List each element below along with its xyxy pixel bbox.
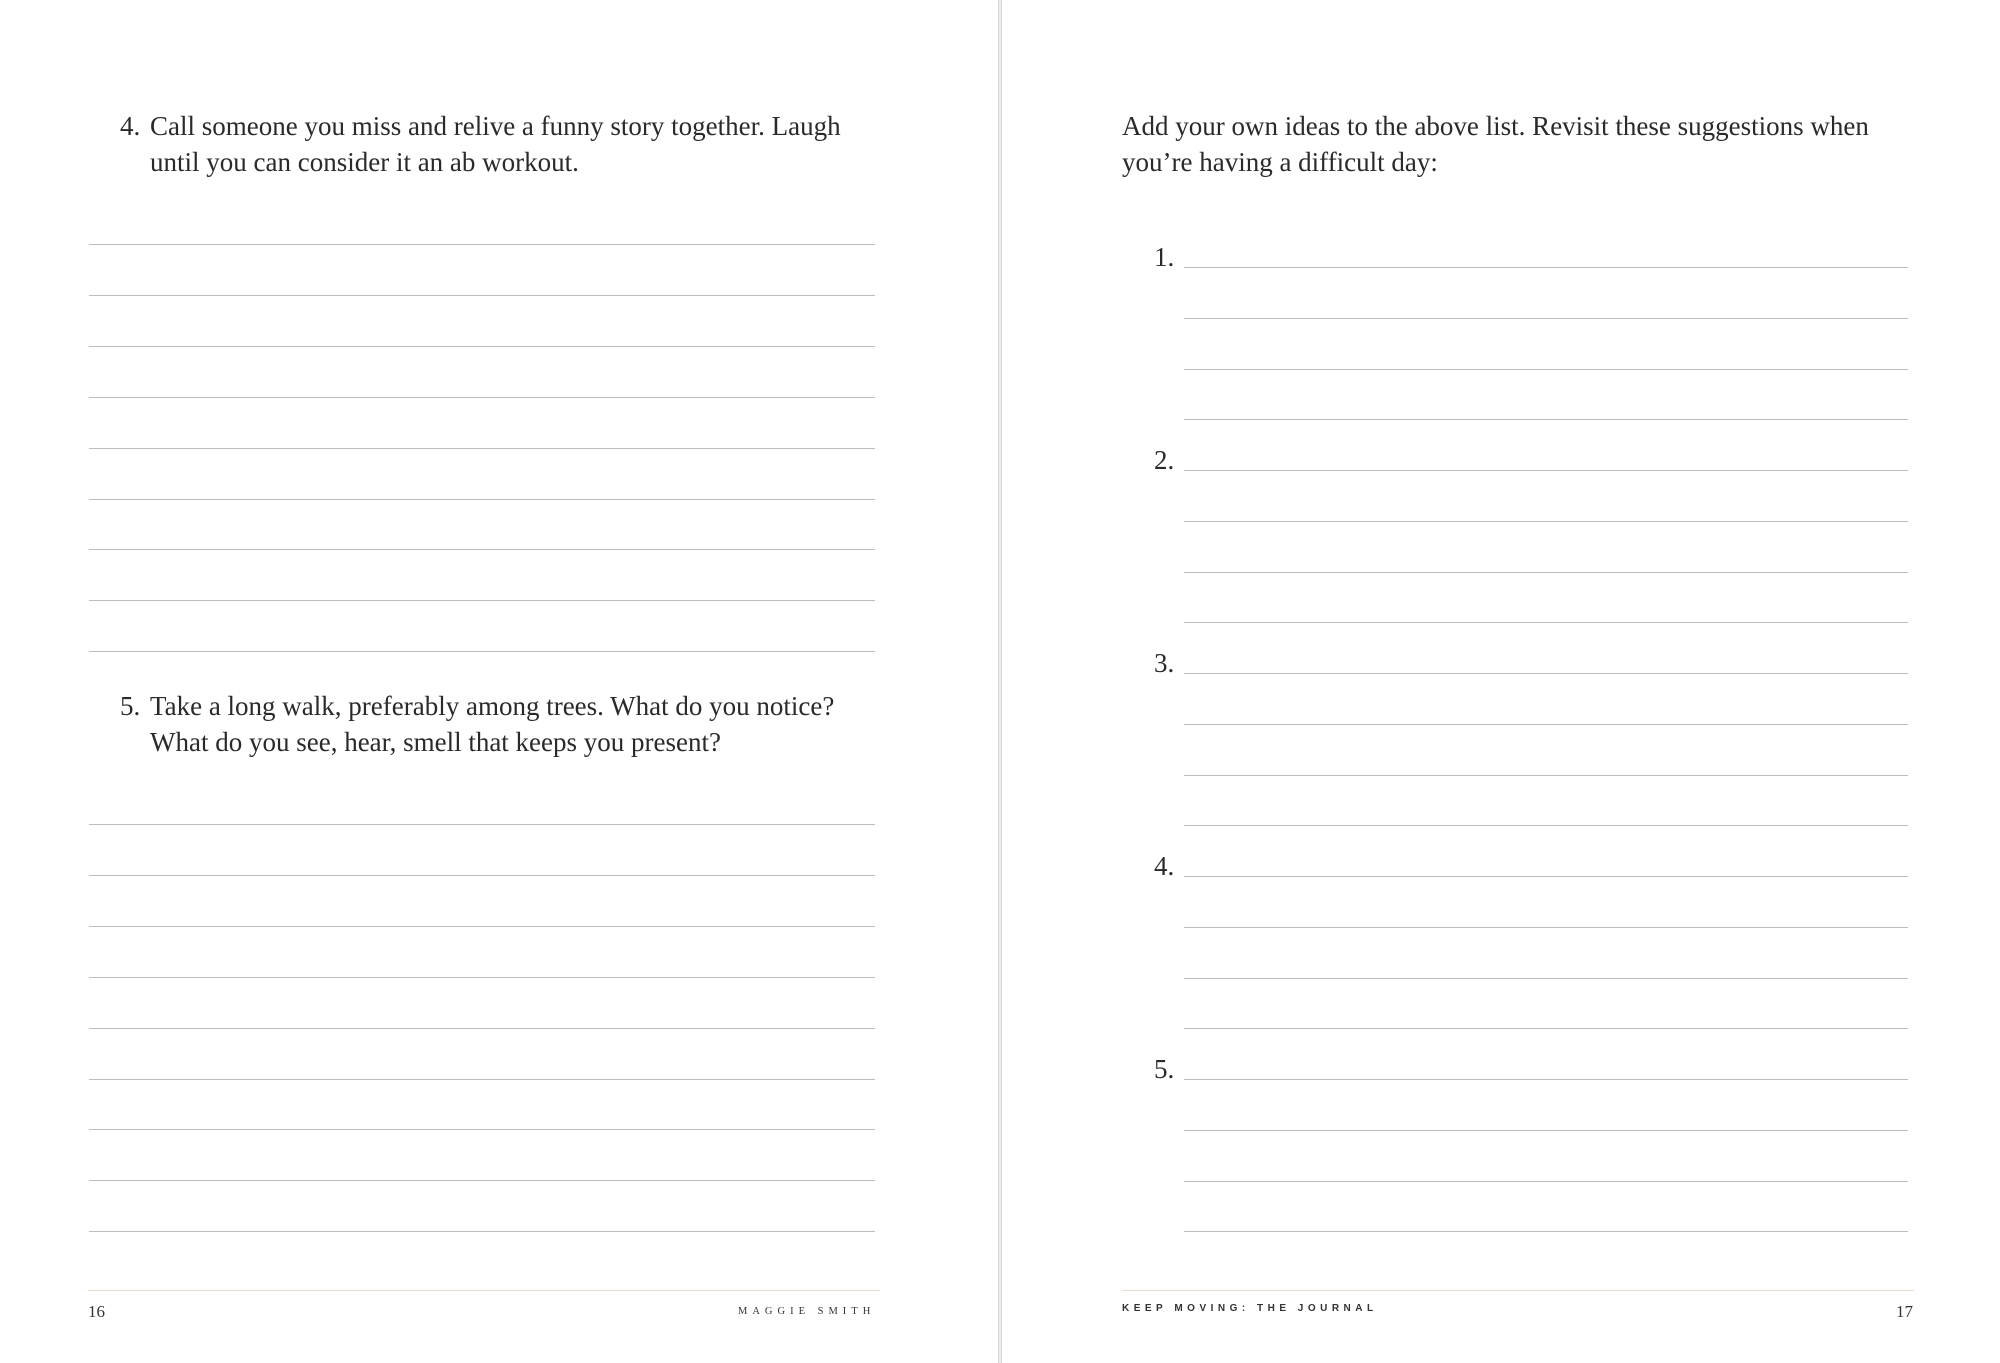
writing-line[interactable] — [89, 926, 875, 927]
writing-line[interactable] — [1184, 673, 1908, 674]
writing-line[interactable] — [89, 1231, 875, 1232]
list-item-number: 2. — [1154, 445, 1175, 475]
writing-line[interactable] — [1184, 1130, 1908, 1131]
writing-line[interactable] — [1184, 470, 1908, 471]
list-item-number: 3. — [1154, 648, 1175, 678]
prompt-4 — [120, 108, 880, 180]
writing-line[interactable] — [89, 244, 875, 245]
prompt-5 — [120, 688, 880, 760]
writing-line[interactable] — [89, 651, 875, 652]
footer-rule — [88, 1290, 880, 1291]
writing-line[interactable] — [89, 824, 875, 825]
writing-line[interactable] — [1184, 622, 1908, 623]
writing-line[interactable] — [1184, 876, 1908, 877]
list-item-number: 5. — [1154, 1054, 1175, 1084]
page-number: 17 — [1896, 1302, 1913, 1321]
running-head: MAGGIE SMITH — [738, 1306, 876, 1317]
writing-line[interactable] — [89, 600, 875, 601]
writing-line[interactable] — [89, 397, 875, 398]
writing-line[interactable] — [89, 977, 875, 978]
right-page — [1001, 0, 2000, 1363]
writing-line[interactable] — [89, 1180, 875, 1181]
writing-line[interactable] — [1184, 775, 1908, 776]
writing-line[interactable] — [89, 549, 875, 550]
writing-line[interactable] — [89, 499, 875, 500]
intro-line-2: you’re having a difficult day: — [1122, 147, 1438, 177]
writing-line[interactable] — [89, 1129, 875, 1130]
page-number: 16 — [88, 1302, 105, 1321]
writing-line[interactable] — [89, 1028, 875, 1029]
writing-line[interactable] — [1184, 825, 1908, 826]
writing-line[interactable] — [1184, 1079, 1908, 1080]
writing-line[interactable] — [89, 346, 875, 347]
writing-line[interactable] — [1184, 369, 1908, 370]
prompt-5-line-2: What do you see, hear, smell that keeps you present? — [150, 727, 721, 757]
writing-line[interactable] — [89, 448, 875, 449]
writing-line[interactable] — [1184, 724, 1908, 725]
prompt-5-line-1: Take a long walk, preferably among trees. What do you notice? — [150, 691, 835, 721]
prompt-4-number: 4. — [120, 111, 141, 141]
writing-line[interactable] — [89, 295, 875, 296]
writing-line[interactable] — [1184, 1181, 1908, 1182]
writing-line[interactable] — [1184, 978, 1908, 979]
footer-rule — [1122, 1290, 1914, 1291]
prompt-5-number: 5. — [120, 691, 141, 721]
running-head: KEEP MOVING: THE JOURNAL — [1122, 1303, 1378, 1314]
list-item-number: 4. — [1154, 851, 1175, 881]
left-page — [0, 0, 999, 1363]
prompt-4-line-2: until you can consider it an ab workout. — [150, 147, 579, 177]
list-item-number: 1. — [1154, 242, 1175, 272]
writing-line[interactable] — [1184, 521, 1908, 522]
intro-text — [1122, 108, 1922, 180]
writing-line[interactable] — [1184, 1028, 1908, 1029]
prompt-4-line-1: Call someone you miss and relive a funny story together. Laugh — [150, 111, 841, 141]
writing-line[interactable] — [89, 875, 875, 876]
writing-line[interactable] — [89, 1079, 875, 1080]
writing-line[interactable] — [1184, 572, 1908, 573]
writing-line[interactable] — [1184, 318, 1908, 319]
writing-line[interactable] — [1184, 419, 1908, 420]
writing-line[interactable] — [1184, 1231, 1908, 1232]
writing-line[interactable] — [1184, 927, 1908, 928]
intro-line-1: Add your own ideas to the above list. Revisit these suggestions when — [1122, 111, 1869, 141]
writing-line[interactable] — [1184, 267, 1908, 268]
